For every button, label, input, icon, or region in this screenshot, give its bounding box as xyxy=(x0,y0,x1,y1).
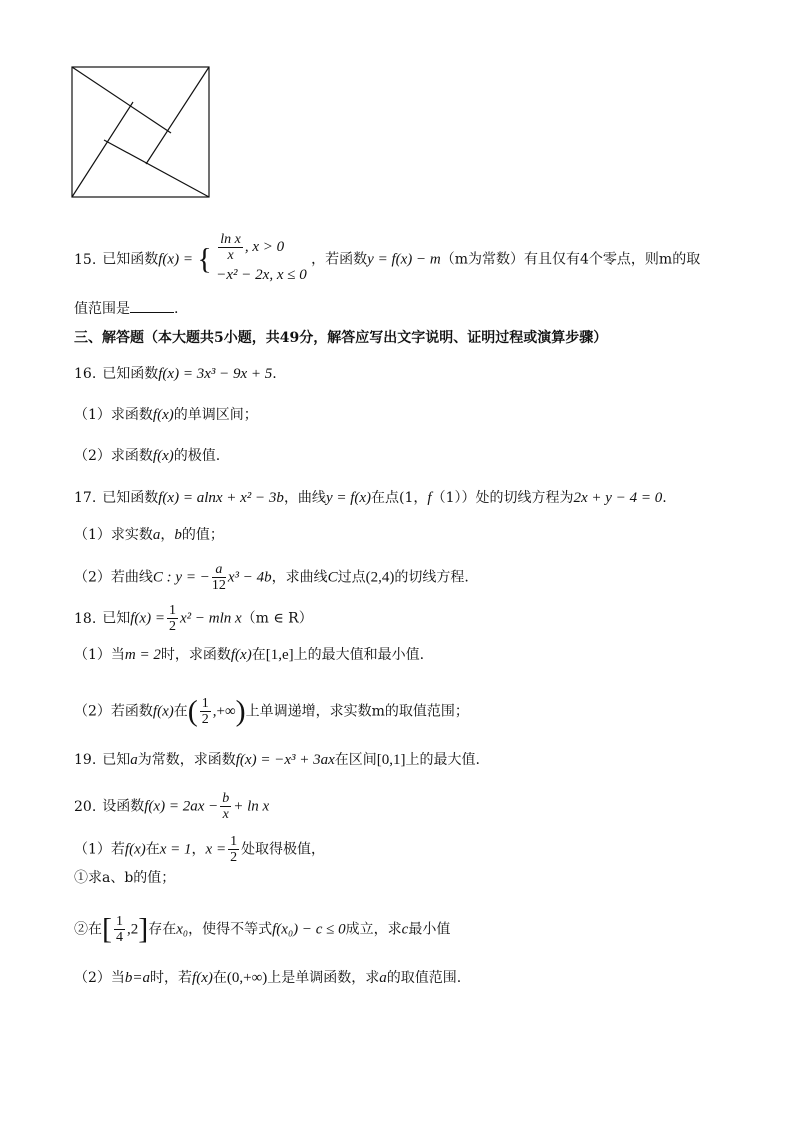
q20-p1-den: 2 xyxy=(230,850,238,865)
q15-piece2: −x² − 2x, x ≤ 0 xyxy=(216,267,307,283)
q17-f1: f xyxy=(427,490,432,506)
q18-p1-f: f(x) xyxy=(230,647,252,663)
q20-p2-a: a xyxy=(379,970,387,986)
q18-p2-num: 1 xyxy=(201,696,209,711)
q18-p2-f: f(x) xyxy=(152,703,174,720)
q16-expr: f(x) = 3x³ − 9x + 5 xyxy=(158,366,273,382)
q20-b-den: x xyxy=(222,807,229,822)
q20-stem-text: 设函数 xyxy=(102,798,145,815)
q15-mid: ，若函数 xyxy=(311,251,368,268)
q17-p2-rest: x³ − 4b xyxy=(227,569,272,586)
q17-p2-end: 的切线方程. xyxy=(394,569,469,586)
q18-p1-label: （1）当 xyxy=(74,647,125,663)
q15-brace: { xyxy=(197,242,212,276)
q16-stem xyxy=(74,364,277,384)
q15-yexpr: y = f(x) − m xyxy=(367,251,441,268)
q18-stem xyxy=(74,603,313,634)
q20-stem xyxy=(74,791,269,822)
q18-p1-interval: [1,e] xyxy=(265,647,294,663)
q20-s2-num: 1 xyxy=(116,914,123,929)
q15-piece1-cond: , x > 0 xyxy=(244,238,285,255)
q15-end: . xyxy=(174,301,179,317)
q17-stem xyxy=(74,488,667,508)
q18-half-num: 1 xyxy=(168,603,176,618)
q19-mid2: 在区间 xyxy=(334,752,377,768)
q18-p1-end: 上的最大值和最小值. xyxy=(293,647,425,663)
q20-s2-rbracket: ] xyxy=(138,912,149,946)
q18-part2 xyxy=(74,696,469,727)
q20-p1-mid: 在 xyxy=(145,841,160,858)
q17-number: 17. xyxy=(74,490,97,506)
q15-number: 15. xyxy=(74,251,97,268)
q20-p1-label: （1）若 xyxy=(74,841,125,858)
q20-p2-mid2: 在 xyxy=(212,970,227,986)
q20-part2 xyxy=(74,968,461,988)
q17-p2-num: a xyxy=(212,562,226,578)
q17-p1-end: 的值； xyxy=(181,527,224,543)
q18-p2-inf: ,+∞ xyxy=(212,703,236,720)
q17-p2-mid: ，求曲线 xyxy=(271,569,328,586)
q18-p2-end: 上单调递增，求实数m的取值范围； xyxy=(245,703,469,720)
q16-number: 16. xyxy=(74,366,97,382)
q19-mid: 为常数，求函数 xyxy=(137,752,236,768)
section3-title: 三、解答题（本大题共5小题，共49分，解答应写出文字说明、证明过程或演算步骤） xyxy=(74,330,608,346)
q20-s2-mid3: 成立，求 xyxy=(345,921,402,938)
q20-s2-lbracket: [ xyxy=(102,912,112,946)
q18-half xyxy=(167,603,178,634)
q16-p2-end: 的极值. xyxy=(173,448,221,464)
segment-right xyxy=(146,67,209,164)
q17-p1-b: b xyxy=(174,527,182,543)
q17-stem-text: 已知函数 xyxy=(102,490,159,506)
q20-rest: + ln x xyxy=(233,798,270,815)
q18-rest: x² − mln x xyxy=(179,610,242,627)
q20-b-num: b xyxy=(222,791,230,806)
q18-p2-rparen: ) xyxy=(235,694,246,728)
q16-stem-text: 已知函数 xyxy=(102,366,159,382)
q17-p2-mid2: 过点 xyxy=(337,569,366,586)
q18-p2-mid: 在 xyxy=(173,703,188,720)
q17-p1-mid: ， xyxy=(160,527,175,543)
q16-p2-f: f(x) xyxy=(152,448,174,464)
q15-piece1-num: ln x xyxy=(220,232,241,247)
q17-mid2: 在点(1， xyxy=(371,490,428,506)
q20-s2-mid: 存在 xyxy=(148,921,177,938)
q15-piece1 xyxy=(216,232,306,263)
q20-number: 20. xyxy=(74,798,97,815)
q20-s2-den: 4 xyxy=(116,930,123,945)
q18-p1-mid2: 在 xyxy=(251,647,266,663)
q15-line2 xyxy=(74,298,178,319)
q17-end: . xyxy=(662,490,667,506)
q20-p1-end: 处取得极值， xyxy=(241,841,326,858)
q16-end: . xyxy=(272,366,277,382)
q16-p2-label: （2）求函数 xyxy=(74,448,153,464)
q20-s2-two: ,2 xyxy=(127,921,139,938)
q18-p1-m: m = 2 xyxy=(124,647,161,663)
q19-stem xyxy=(74,750,480,770)
q19-stem-text: 已知 xyxy=(102,752,131,768)
q20-s2-x0: x₀ xyxy=(176,921,189,938)
q20-p1-f: f(x) xyxy=(124,841,146,858)
q18-p2-label: （2）若函数 xyxy=(74,703,153,720)
q20-p2-f: f(x) xyxy=(192,970,213,986)
q17-p1-a: a xyxy=(152,527,161,543)
q20-s2-c: c xyxy=(401,921,409,938)
q17-expr: f(x) = alnx + x² − 3b xyxy=(158,490,284,506)
q20-s2-ineq: f(x₀) − c ≤ 0 xyxy=(272,921,346,938)
q18-fx: f(x) = xyxy=(130,610,165,627)
q20-fx: f(x) = 2ax − xyxy=(144,798,219,815)
q19-number: 19. xyxy=(74,752,97,768)
q16-part2 xyxy=(74,446,220,466)
q17-curve: y = f(x) xyxy=(325,490,372,506)
q15-piece1-den: x xyxy=(227,248,234,263)
q18-p2-den: 2 xyxy=(201,712,209,727)
q19-interval: [0,1] xyxy=(376,752,406,768)
q19-a: a xyxy=(130,752,138,768)
q17-mid: ，曲线 xyxy=(283,490,326,506)
q20-p2-ba: b=a xyxy=(124,970,151,986)
q19-end: 上的最大值. xyxy=(405,752,480,768)
q15-paren: （m为常数）有且仅有4个零点，则m的取 xyxy=(440,251,701,268)
q19-expr: f(x) = −x³ + 3ax xyxy=(235,752,335,768)
q15-intro: 已知函数 xyxy=(102,251,159,268)
segment-top xyxy=(72,67,171,133)
q20-p1-x1: x = 1 xyxy=(159,841,192,858)
q20-p1-x2: x = xyxy=(205,841,227,858)
q17-tangent-line: 2x + y − 4 = 0 xyxy=(573,490,663,506)
q15-line1 xyxy=(74,232,700,287)
segment-left xyxy=(72,102,133,197)
q17-part1 xyxy=(74,525,224,545)
square-figure xyxy=(71,66,211,200)
outer-square xyxy=(72,67,209,197)
q15-fx: f(x) = xyxy=(158,251,193,268)
q17-p2-point: (2,4) xyxy=(365,569,395,586)
q20-p1-mid2: ， xyxy=(191,841,206,858)
q17-p2-c: C xyxy=(327,569,338,586)
q20-frac xyxy=(220,791,231,822)
q20-p1-num: 1 xyxy=(230,834,238,849)
q18-p1-mid: 时，求函数 xyxy=(160,647,231,663)
q16-p1-end: 的单调区间； xyxy=(173,407,258,423)
q20-s2-mid2: ，使得不等式 xyxy=(188,921,273,938)
q20-p2-end: 的取值范围. xyxy=(386,970,462,986)
q17-p2-curve: C : y = − xyxy=(152,569,210,586)
q18-number: 18. xyxy=(74,610,97,627)
q18-stem-text: 已知 xyxy=(102,610,131,627)
answer-blank xyxy=(130,298,174,313)
q18-p2-frac xyxy=(200,696,211,727)
q16-p1-f: f(x) xyxy=(152,407,174,423)
q18-p2-lparen: ( xyxy=(187,694,198,728)
q17-p2-label: （2）若曲线 xyxy=(74,569,153,586)
q15-piece1-frac xyxy=(218,232,243,263)
q20-s2-end: 最小值 xyxy=(408,921,451,938)
q16-part1 xyxy=(74,405,258,425)
q20-sub1: ①求a、b的值； xyxy=(74,870,176,886)
q17-part2 xyxy=(74,562,469,593)
q20-p2-interval: (0,+∞) xyxy=(226,970,268,986)
q20-p2-mid: 时，若 xyxy=(150,970,193,986)
q20-sub2 xyxy=(74,914,450,945)
q20-s2-label: ②在 xyxy=(74,921,102,938)
q18-half-den: 2 xyxy=(168,619,176,634)
q17-p2-den: 12 xyxy=(211,578,226,593)
q20-s2-frac xyxy=(114,914,125,945)
q15-line2-text: 值范围是 xyxy=(74,301,130,317)
q20-p2-label: （2）当 xyxy=(74,970,125,986)
q17-mid3: （1））处的切线方程为 xyxy=(431,490,574,506)
q17-p2-frac xyxy=(212,562,226,593)
q17-p1-label: （1）求实数 xyxy=(74,527,153,543)
q20-part1 xyxy=(74,834,325,865)
q15-pieces xyxy=(216,232,306,287)
q18-cond: （m ∈ R） xyxy=(241,610,313,627)
q20-p1-frac xyxy=(228,834,239,865)
q18-part1 xyxy=(74,645,424,665)
q16-p1-label: （1）求函数 xyxy=(74,407,153,423)
q20-p2-mid3: 上是单调函数，求 xyxy=(267,970,380,986)
